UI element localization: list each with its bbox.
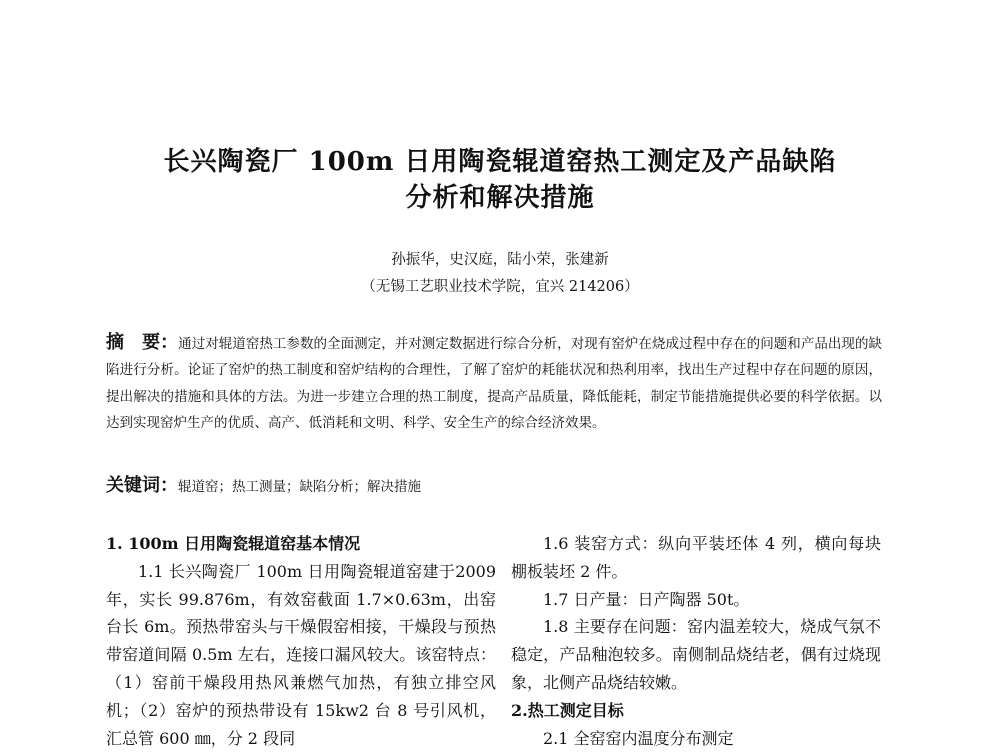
paragraph-1-8: 1.8 主要存在问题：窑内温差较大，烧成气氛不稳定，产品釉泡较多。南侧制品烧结老，偶有过烧现象，北侧产品烧结较嫩。 — [511, 617, 881, 692]
keywords-text: 辊道窑；热工测量；缺陷分析；解决措施 — [178, 479, 421, 495]
paragraph-2-1: 2.1 全窑窑内温度分布测定 — [543, 728, 734, 748]
authors: 孙振华，史汉庭，陆小荣，张建新 — [391, 252, 609, 268]
abstract-text: 通过对辊道窑热工参数的全面测定，并对测定数据进行综合分析，对现有窑炉在烧成过程中存在的问题和产品出现的缺陷进行分析。论证了窑炉的热工制度和窑炉结构的合理性，了解了窑炉的耗能状况和热利用率，找出生产过程中存在问题的原因，提出解决的措施和具体的方法。为进一步建立合理的热工制度，提高产品质量，降低能耗，制定节能措施提供必要的科学依据。以达到实现窑炉生产的优质、高产、低消耗和文明、科学、安全生产的综合经济效果。 — [106, 336, 883, 432]
paper-title-line-2: 分析和解决措施 — [405, 183, 595, 213]
body-column-right — [511, 530, 881, 752]
keywords — [106, 474, 882, 499]
section-heading-1: 1. 100m 日用陶瓷辊道窑基本情况 — [106, 534, 361, 553]
paper-title-line-1: 长兴陶瓷厂 100m 日用陶瓷辊道窑热工测定及产品缺陷 — [163, 147, 837, 177]
paragraph-1-6: 1.6 装窑方式：纵向平装坯体 4 列，横向每块棚板装坯 2 件。 — [511, 534, 881, 581]
keywords-label: 关键词： — [106, 475, 178, 496]
affiliation: （无锡工艺职业技术学院，宜兴 214206） — [361, 279, 639, 295]
abstract — [106, 330, 882, 437]
paragraph-1-7: 1.7 日产量：日产陶器 50t。 — [543, 589, 750, 609]
section-heading-2: 2.热工测定目标 — [511, 700, 624, 720]
paragraph-1-1: 1.1 长兴陶瓷厂 100m 日用陶瓷辊道窑建于2009 年，实长 99.876m，有效窑截面 1.7×0.63m，出窑台长 6m。预热带窑头与干燥假窑相接，干燥段与预热带窑道间隔 0.5m 左右，连接口漏风较大。该窑特点：（1）窑前干燥段用热风兼燃气加热，有独立排空风机；（2）窑炉的预热带设有 15kw2 台 8 号引风机，汇总管 600 ㎜，分 2 段同 — [106, 561, 496, 748]
abstract-label: 摘 要： — [106, 332, 179, 353]
body-column-left — [106, 530, 496, 752]
